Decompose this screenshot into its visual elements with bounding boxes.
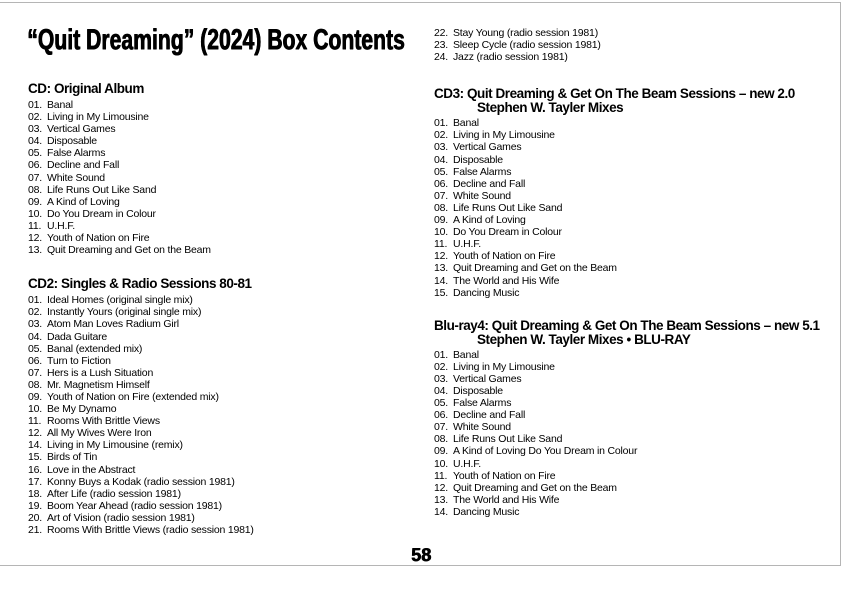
- track-number: 05.: [28, 342, 42, 355]
- track-number: 06.: [28, 354, 42, 367]
- section-bluray4: [434, 319, 836, 518]
- track-number: 05.: [28, 147, 42, 160]
- track-number: 03.: [28, 123, 42, 136]
- track-title: Youth of Nation on Fire: [453, 469, 556, 482]
- track-row: [28, 476, 423, 488]
- track-number: 11.: [28, 415, 42, 428]
- track-row: [434, 141, 836, 153]
- track-title: Banal: [47, 99, 73, 111]
- track-row: [434, 433, 836, 445]
- track-title: Life Runs Out Like Sand: [453, 201, 563, 214]
- section-cd1: [28, 82, 423, 256]
- track-title: Do You Dream in Colour: [47, 207, 156, 220]
- track-title: Turn to Fiction: [47, 354, 111, 367]
- track-number: 11.: [28, 219, 42, 232]
- track-number: 03.: [434, 141, 448, 154]
- track-number: 18.: [28, 487, 42, 500]
- section-heading-bluray4: [434, 319, 836, 347]
- track-row: [434, 482, 836, 494]
- track-number: 13.: [434, 493, 448, 506]
- track-title: Rooms With Brittle Views: [47, 415, 160, 428]
- section-heading-bluray4-line1: Blu-ray4: Quit Dreaming & Get On The Beam Sessions – new 5.1: [434, 317, 820, 333]
- track-number: 07.: [434, 189, 448, 202]
- track-title: All My Wives Were Iron: [47, 427, 152, 440]
- track-row: [434, 409, 836, 421]
- track-title: Youth of Nation on Fire: [47, 232, 150, 245]
- track-row: [28, 512, 423, 524]
- track-row: [434, 275, 836, 287]
- track-row: [28, 331, 423, 343]
- track-number: 08.: [434, 201, 448, 214]
- track-title: False Alarms: [453, 165, 512, 178]
- track-row: [28, 439, 423, 451]
- track-list-cd2: [28, 294, 423, 536]
- track-number: 08.: [434, 433, 448, 446]
- track-row: [28, 123, 423, 135]
- track-row: [434, 166, 836, 178]
- track-title: Living in My Limousine (remix): [47, 439, 183, 452]
- track-title: Banal: [453, 348, 479, 361]
- track-list-cd2-continued: [434, 27, 836, 63]
- track-row: [434, 27, 836, 39]
- track-row: [28, 208, 423, 220]
- track-number: 14.: [434, 274, 448, 287]
- track-number: 10.: [434, 457, 448, 470]
- track-title: Art of Vision (radio session 1981): [47, 511, 195, 524]
- track-number: 11.: [434, 469, 448, 482]
- track-number: 22.: [434, 27, 448, 39]
- track-row: [28, 232, 423, 244]
- track-title: U.H.F.: [453, 457, 481, 470]
- track-row: [434, 214, 836, 226]
- track-row: [434, 154, 836, 166]
- track-number: 01.: [434, 117, 448, 130]
- track-row: [28, 99, 423, 111]
- track-row: [434, 494, 836, 506]
- track-title: A Kind of Loving: [47, 195, 120, 208]
- track-title: A Kind of Loving Do You Dream in Colour: [453, 445, 638, 458]
- track-row: [434, 458, 836, 470]
- section-cd2: [28, 277, 423, 536]
- track-title: Birds of Tin: [47, 451, 98, 464]
- track-title: Stay Young (radio session 1981): [453, 27, 598, 39]
- section-heading-bluray4-line2: Stephen W. Tayler Mixes • BLU-RAY: [477, 331, 691, 347]
- track-number: 12.: [434, 481, 448, 494]
- track-row: [28, 196, 423, 208]
- track-row: [434, 470, 836, 482]
- track-row: [28, 464, 423, 476]
- track-number: 10.: [434, 226, 448, 239]
- track-row: [28, 343, 423, 355]
- track-number: 24.: [434, 51, 448, 64]
- track-row: [28, 135, 423, 147]
- track-row: [434, 397, 836, 409]
- track-title: Life Runs Out Like Sand: [47, 183, 157, 196]
- track-row: [434, 385, 836, 397]
- track-row: [28, 184, 423, 196]
- track-number: 15.: [434, 286, 448, 299]
- left-column: [28, 82, 423, 536]
- track-row: [28, 318, 423, 330]
- track-title: Hers is a Lush Situation: [47, 366, 154, 379]
- track-row: [434, 421, 836, 433]
- track-number: 19.: [28, 499, 42, 512]
- track-title: U.H.F.: [47, 219, 75, 232]
- track-number: 01.: [434, 348, 448, 361]
- track-number: 07.: [28, 366, 42, 379]
- track-title: Disposable: [453, 153, 503, 166]
- track-number: 07.: [434, 421, 448, 434]
- track-title: Living in My Limousine: [453, 360, 555, 373]
- track-row: [28, 355, 423, 367]
- track-number: 09.: [434, 214, 448, 227]
- track-title: Vertical Games: [453, 141, 522, 154]
- track-number: 02.: [434, 129, 448, 142]
- track-number: 16.: [28, 463, 42, 476]
- track-title: Vertical Games: [453, 372, 522, 385]
- track-row: [28, 147, 423, 159]
- track-number: 20.: [28, 511, 42, 524]
- track-row: [28, 427, 423, 439]
- track-row: [434, 361, 836, 373]
- track-list-bluray4: [434, 349, 836, 518]
- track-number: 01.: [28, 294, 42, 307]
- track-title: Dancing Music: [453, 286, 520, 299]
- track-row: [28, 415, 423, 427]
- track-row: [434, 287, 836, 299]
- track-title: Quit Dreaming and Get on the Beam: [47, 244, 211, 257]
- track-number: 12.: [434, 250, 448, 263]
- track-row: [434, 51, 836, 63]
- track-row: [434, 39, 836, 51]
- track-title: Youth of Nation on Fire (extended mix): [47, 390, 219, 403]
- track-number: 06.: [28, 159, 42, 172]
- track-row: [28, 488, 423, 500]
- track-number: 02.: [28, 306, 42, 319]
- track-number: 13.: [434, 262, 448, 275]
- track-title: Instantly Yours (original single mix): [47, 306, 202, 319]
- track-number: 06.: [434, 409, 448, 422]
- track-row: [28, 306, 423, 318]
- track-row: [434, 226, 836, 238]
- track-title: Love in the Abstract: [47, 463, 136, 476]
- track-title: Living in My Limousine: [453, 129, 555, 142]
- track-title: Do You Dream in Colour: [453, 226, 562, 239]
- track-row: [28, 367, 423, 379]
- track-list-cd1: [28, 99, 423, 256]
- track-title: Living in My Limousine: [47, 111, 149, 124]
- track-number: 09.: [434, 445, 448, 458]
- track-title: Ideal Homes (original single mix): [47, 294, 193, 307]
- track-row: [28, 159, 423, 171]
- track-number: 09.: [28, 390, 42, 403]
- track-row: [434, 178, 836, 190]
- track-title: Vertical Games: [47, 123, 116, 136]
- track-number: 21.: [28, 524, 42, 536]
- track-number: 04.: [434, 153, 448, 166]
- track-title: Dancing Music: [453, 505, 520, 518]
- track-number: 13.: [28, 244, 42, 257]
- track-row: [434, 250, 836, 262]
- track-number: 10.: [28, 207, 42, 220]
- page-number: 58: [410, 545, 432, 565]
- track-number: 03.: [434, 372, 448, 385]
- track-row: [28, 172, 423, 184]
- track-row: [434, 190, 836, 202]
- track-title: Be My Dynamo: [47, 403, 117, 416]
- track-row: [434, 445, 836, 457]
- section-heading-cd2: CD2: Singles & Radio Sessions 80-81: [28, 276, 252, 292]
- track-row: [28, 451, 423, 463]
- track-title: Decline and Fall: [47, 159, 120, 172]
- track-number: 17.: [28, 475, 42, 488]
- track-title: The World and His Wife: [453, 493, 560, 506]
- track-number: 05.: [434, 165, 448, 178]
- section-heading-cd3-line1: CD3: Quit Dreaming & Get On The Beam Sessions – new 2.0: [434, 86, 795, 102]
- track-title: White Sound: [453, 189, 511, 202]
- track-number: 12.: [28, 427, 42, 440]
- section-heading-cd1: CD: Original Album: [28, 81, 144, 96]
- track-number: 14.: [434, 505, 448, 518]
- track-title: Atom Man Loves Radium Girl: [47, 318, 179, 331]
- track-title: Banal (extended mix): [47, 342, 143, 355]
- track-number: 10.: [28, 403, 42, 416]
- track-row: [28, 244, 423, 256]
- track-title: Disposable: [453, 384, 503, 397]
- track-number: 04.: [28, 135, 42, 148]
- track-number: 15.: [28, 451, 42, 464]
- track-number: 02.: [434, 360, 448, 373]
- track-number: 14.: [28, 439, 42, 452]
- track-title: Boom Year Ahead (radio session 1981): [47, 499, 222, 512]
- track-row: [28, 524, 423, 536]
- track-title: False Alarms: [453, 397, 512, 410]
- track-title: Jazz (radio session 1981): [453, 51, 568, 64]
- track-number: 06.: [434, 177, 448, 190]
- track-title: Konny Buys a Kodak (radio session 1981): [47, 475, 235, 488]
- track-number: 08.: [28, 183, 42, 196]
- section-heading-cd3: [434, 87, 836, 115]
- track-number: 07.: [28, 171, 42, 184]
- track-number: 04.: [28, 330, 42, 343]
- track-title: Dada Guitare: [47, 330, 108, 343]
- track-title: White Sound: [453, 421, 511, 434]
- track-title: Quit Dreaming and Get on the Beam: [453, 481, 617, 494]
- track-title: Life Runs Out Like Sand: [453, 433, 563, 446]
- track-title: U.H.F.: [453, 238, 481, 251]
- track-row: [434, 202, 836, 214]
- track-title: A Kind of Loving: [453, 214, 526, 227]
- track-title: After Life (radio session 1981): [47, 487, 181, 500]
- track-row: [434, 262, 836, 274]
- track-title: False Alarms: [47, 147, 106, 160]
- right-column: [434, 27, 836, 518]
- track-row: [28, 220, 423, 232]
- track-row: [434, 129, 836, 141]
- track-number: 12.: [28, 232, 42, 245]
- track-row: [28, 403, 423, 415]
- track-row: [28, 111, 423, 123]
- track-number: 08.: [28, 378, 42, 391]
- track-list-cd3: [434, 117, 836, 298]
- track-title: Quit Dreaming and Get on the Beam: [453, 262, 617, 275]
- track-number: 02.: [28, 111, 42, 124]
- track-row: [434, 238, 836, 250]
- track-number: 05.: [434, 397, 448, 410]
- track-row: [434, 349, 836, 361]
- track-title: Disposable: [47, 135, 97, 148]
- track-title: Decline and Fall: [453, 177, 526, 190]
- track-title: Decline and Fall: [453, 409, 526, 422]
- track-number: 04.: [434, 384, 448, 397]
- track-title: Sleep Cycle (radio session 1981): [453, 39, 601, 52]
- track-row: [28, 500, 423, 512]
- track-title: The World and His Wife: [453, 274, 560, 287]
- track-number: 03.: [28, 318, 42, 331]
- track-row: [434, 117, 836, 129]
- page-title: “Quit Dreaming” (2024) Box Contents: [27, 24, 405, 56]
- track-number: 09.: [28, 195, 42, 208]
- track-title: White Sound: [47, 171, 105, 184]
- section-heading-cd3-line2: Stephen W. Tayler Mixes: [477, 100, 624, 116]
- section-cd3: [434, 87, 836, 298]
- track-number: 01.: [28, 99, 42, 111]
- track-row: [28, 379, 423, 391]
- track-number: 23.: [434, 39, 448, 52]
- track-title: Banal: [453, 117, 479, 130]
- track-row: [434, 506, 836, 518]
- track-title: Youth of Nation on Fire: [453, 250, 556, 263]
- track-number: 11.: [434, 238, 448, 251]
- track-row: [28, 294, 423, 306]
- track-title: Mr. Magnetism Himself: [47, 378, 150, 391]
- track-row: [434, 373, 836, 385]
- track-title: Rooms With Brittle Views (radio session 1981): [47, 524, 254, 536]
- track-row: [28, 391, 423, 403]
